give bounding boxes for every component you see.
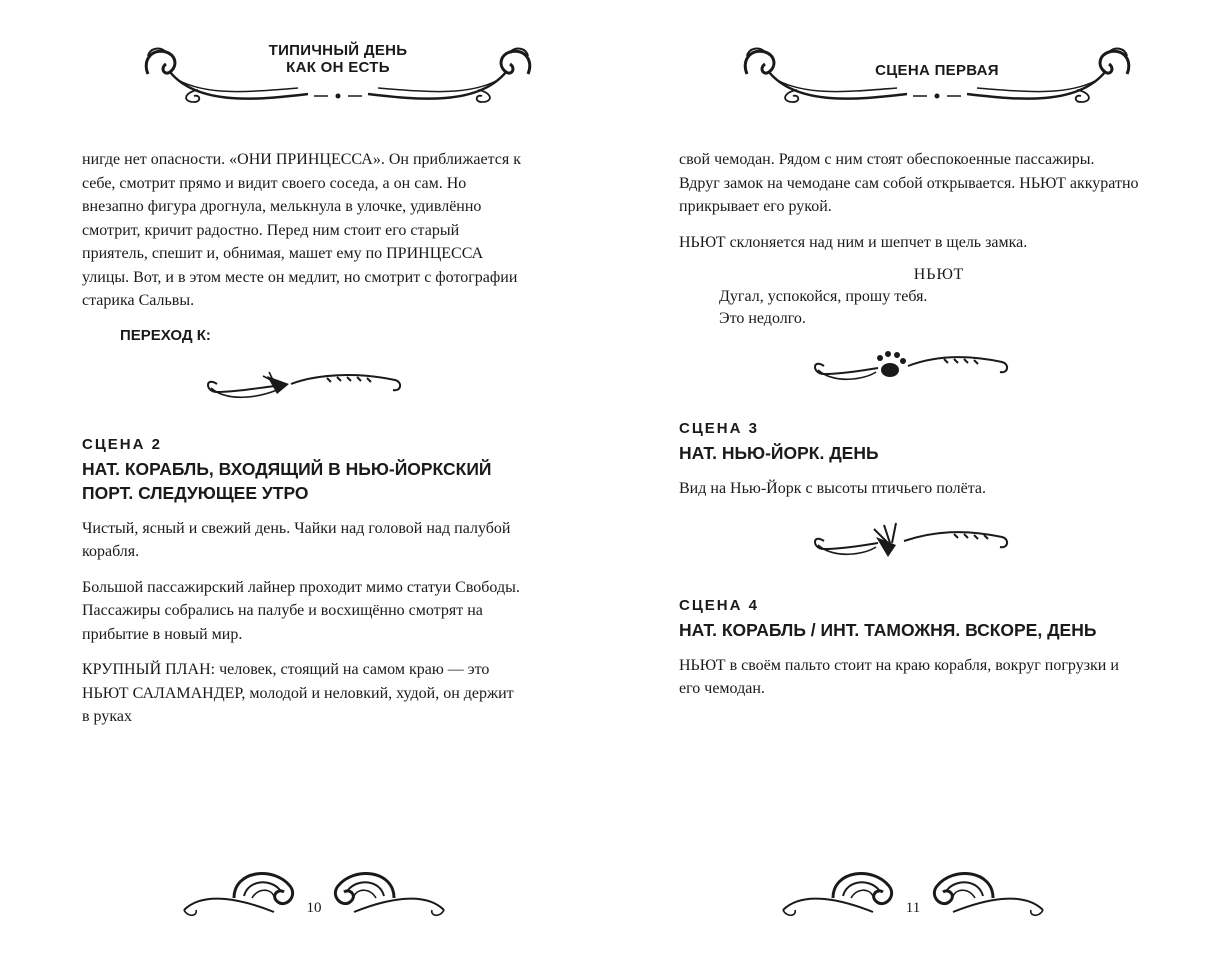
quill-ornament-icon	[197, 358, 407, 408]
dialogue-line: Дугал, успокойся, прошу тебя.	[719, 288, 928, 305]
action-paragraph: нигде нет опасности. «ОНИ ПРИНЦЕССА». Он приближается к себе, смотрит прямо и видит своего соседа, а он сам. Но внезапно фигура дрогнула, мелькнула в улочке, удивлённо смотрит, кричит радостно. Перед ним стоит его старый приятель, спешит и, обнимая, машет ему по ПРИНЦЕССА улицы. Вот, и в этом месте он медлит, но смотрит с фотографии старика Сальвы.	[82, 151, 522, 309]
page-number: 10	[306, 900, 322, 916]
character-name: НЬЮТ	[913, 266, 965, 283]
dialogue	[719, 286, 1039, 330]
action-paragraph: свой чемодан. Рядом с ним стоят обеспокоенные пассажиры. Вдруг замок на чемодане сам собой открывается. НЬЮТ аккуратно прикрывает его рукой.	[679, 151, 1139, 215]
header-title	[218, 42, 458, 76]
transition-line: ПЕРЕХОД К:	[120, 326, 211, 344]
header-line: КАК ОН ЕСТЬ	[286, 59, 390, 76]
left-page	[0, 0, 600, 962]
page-body	[82, 148, 522, 741]
bird-ornament-icon	[804, 515, 1014, 565]
action-paragraph: Большой пассажирский лайнер проходит мимо статуи Свободы. Пассажиры собрались на палубе и восхищённо смотрят на прибытие в новый мир.	[82, 578, 520, 643]
page-footer	[773, 860, 1053, 930]
scene-number: СЦЕНА 4	[679, 596, 759, 614]
running-header	[737, 36, 1137, 116]
page-body	[679, 148, 1139, 713]
action-paragraph: КРУПНЫЙ ПЛАН: человек, стоящий на самом краю — это НЬЮТ САЛАМАНДЕР, молодой и неловкий, худой, он держит в руках	[82, 661, 514, 725]
header-title	[817, 62, 1057, 79]
page-footer	[174, 860, 454, 930]
right-page	[607, 0, 1214, 962]
scene-number: СЦЕНА 3	[679, 420, 759, 437]
scene-heading: НАТ. КОРАБЛЬ, ВХОДЯЩИЙ В НЬЮ-ЙОРКСКИЙ ПОРТ. СЛЕДУЮЩЕЕ УТРО	[82, 458, 492, 503]
scene-number: СЦЕНА 2	[82, 435, 162, 453]
paw-ornament-icon	[804, 340, 1014, 390]
footer-swirl-ornament-icon	[773, 860, 1053, 930]
action-paragraph: Вид на Нью-Йорк с высоты птичьего полёта.	[679, 480, 986, 497]
action-paragraph: НЬЮТ склоняется над ним и шепчет в щель замка.	[679, 233, 1028, 251]
action-paragraph: Чистый, ясный и свежий день. Чайки над головой над палубой корабля.	[82, 519, 511, 560]
scene-heading: НАТ. КОРАБЛЬ / ИНТ. ТАМОЖНЯ. ВСКОРЕ, ДЕНЬ	[679, 619, 1097, 640]
header-line: СЦЕНА ПЕРВАЯ	[875, 62, 999, 79]
scene-heading: НАТ. НЬЮ-ЙОРК. ДЕНЬ	[679, 443, 879, 463]
page-number: 11	[905, 900, 921, 916]
action-paragraph: НЬЮТ в своём пальто стоит на краю корабля, вокруг погрузки и его чемодан.	[679, 656, 1119, 697]
dialogue-line: Это недолго.	[719, 310, 806, 327]
running-header	[138, 36, 538, 116]
footer-swirl-ornament-icon	[174, 860, 454, 930]
header-line: ТИПИЧНЫЙ ДЕНЬ	[268, 42, 408, 59]
